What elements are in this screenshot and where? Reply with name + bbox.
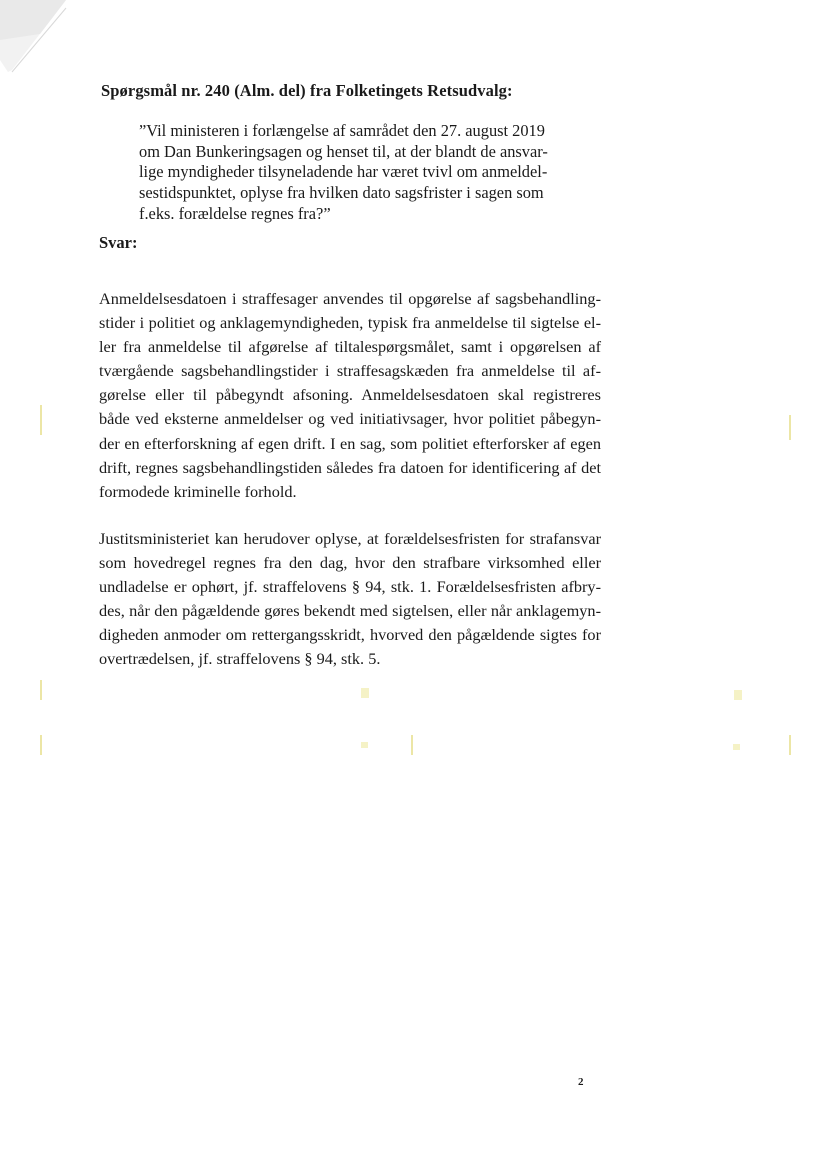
paragraph-line: ler fra anmeldelse til afgørelse af tiltalespørgsmålet, samt i opgørelsen af <box>99 337 601 357</box>
page-number: 2 <box>578 1076 584 1088</box>
scan-artifact <box>411 735 413 755</box>
question-line: sestidspunktet, oplyse fra hvilken dato sagsfrister i sagen som <box>139 183 544 203</box>
paragraph-line: både ved eksterne anmeldelser og ved initiativsager, hvor politiet påbegyn- <box>99 409 601 429</box>
scan-artifact <box>733 744 740 750</box>
paragraph-line: Justitsministeriet kan herudover oplyse, at forældelsesfristen for strafansvar <box>99 529 601 548</box>
paragraph-line: gørelse eller til påbegyndt afsoning. Anmeldelsesdatoen skal registreres <box>99 385 601 405</box>
paragraph-line: undladelse er ophørt, jf. straffelovens § 94, stk. 1. Forældelsesfristen afbry- <box>99 577 601 597</box>
answer-paragraph-1 <box>99 287 601 504</box>
paragraph-line: overtrædelsen, jf. straffelovens § 94, stk. 5. <box>99 649 381 669</box>
scan-artifact <box>40 680 42 700</box>
paragraph-line: som hovedregel regnes fra den dag, hvor den strafbare virksomhed eller <box>99 553 601 573</box>
paragraph-line: der en efterforskning af egen drift. I en sag, som politiet efterforsker af egen <box>99 433 601 453</box>
question-line: om Dan Bunkeringsagen og henset til, at der blandt de ansvar- <box>139 141 548 161</box>
paragraph-line: des, når den pågældende gøres bekendt med sigtelsen, eller når anklagemyn- <box>99 601 601 621</box>
question-quote <box>139 121 564 225</box>
scan-artifact <box>40 405 42 435</box>
paragraph-line: stider i politiet og anklagemyndigheden, typisk fra anmeldelse til sigtelse el- <box>99 313 601 333</box>
scan-artifact <box>361 688 369 698</box>
paragraph-line: Anmeldelsesdatoen i straffesager anvendes til opgørelse af sagsbehandling- <box>99 289 601 308</box>
scan-artifact <box>361 742 368 748</box>
answer-paragraph-2 <box>99 527 601 672</box>
answer-label: Svar: <box>99 233 138 252</box>
paragraph-line: formodede kriminelle forhold. <box>99 481 297 501</box>
paragraph-line: tværgående sagsbehandlingstider i straffesagskæden fra anmeldelse til af- <box>99 361 601 381</box>
scan-artifact <box>789 415 791 440</box>
scan-artifact <box>40 735 42 755</box>
question-line: ”Vil ministeren i forlængelse af samrådet den 27. august 2019 <box>139 121 545 140</box>
paragraph-line: drift, regnes sagsbehandlingstiden således fra datoen for identificering af det <box>99 457 601 477</box>
folded-corner-artifact <box>0 0 70 80</box>
scan-artifact <box>789 735 791 755</box>
question-line: f.eks. forældelse regnes fra?” <box>139 203 331 223</box>
question-heading: Spørgsmål nr. 240 (Alm. del) fra Folketingets Retsudvalg: <box>101 81 513 100</box>
question-line: lige myndigheder tilsyneladende har været tvivl om anmeldel- <box>139 162 548 182</box>
scan-artifact <box>734 690 742 700</box>
paragraph-line: digheden anmoder om rettergangsskridt, hvorved den pågældende sigtes for <box>99 625 601 645</box>
